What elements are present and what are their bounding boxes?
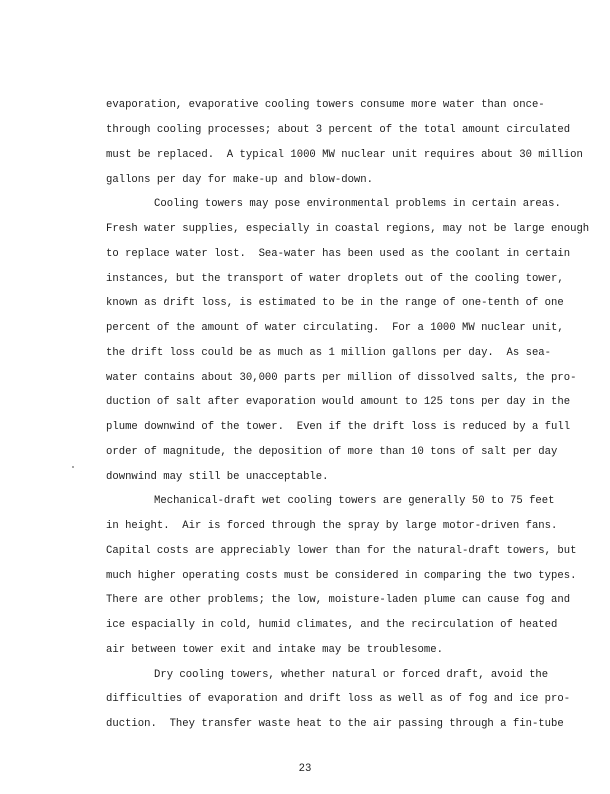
text-line: gallons per day for make-up and blow-down. [106, 174, 374, 186]
text-line: water contains about 30,000 parts per million of dissolved salts, the pro- [106, 372, 577, 384]
text-line: must be replaced. A typical 1000 MW nuclear unit requires about 30 million [106, 149, 583, 161]
text-line: in height. Air is forced through the spray by large motor-driven fans. [106, 520, 558, 532]
text-line: to replace water lost. Sea-water has been used as the coolant in certain [106, 248, 571, 260]
text-line: order of magnitude, the deposition of more than 10 tons of salt per day [106, 446, 558, 458]
text-line: There are other problems; the low, moisture-laden plume can cause fog and [106, 594, 571, 606]
text-line: much higher operating costs must be considered in comparing the two types. [106, 570, 577, 582]
text-line: the drift loss could be as much as 1 million gallons per day. As sea- [106, 347, 552, 359]
text-line: Fresh water supplies, especially in coastal regions, may not be large enough [106, 223, 590, 235]
text-line: percent of the amount of water circulating. For a 1000 MW nuclear unit, [106, 322, 564, 334]
text-line: duction of salt after evaporation would amount to 125 tons per day in the [106, 396, 571, 408]
text-line: plume downwind of the tower. Even if the drift loss is reduced by a full [106, 421, 571, 433]
text-line: duction. They transfer waste heat to the air passing through a fin-tube [106, 718, 564, 730]
text-line: known as drift loss, is estimated to be in the range of one-tenth of one [106, 297, 564, 309]
text-line: downwind may still be unacceptable. [106, 471, 329, 483]
text-line: Dry cooling towers, whether natural or forced draft, avoid the [154, 669, 549, 681]
text-line: through cooling processes; about 3 percent of the total amount circulated [106, 124, 571, 136]
text-line: Mechanical-draft wet cooling towers are generally 50 to 75 feet [154, 495, 555, 507]
text-line: evaporation, evaporative cooling towers consume more water than once- [106, 99, 545, 111]
text-line: air between tower exit and intake may be troublesome. [106, 644, 443, 656]
scan-speck [72, 466, 74, 468]
text-line: Cooling towers may pose environmental problems in certain areas. [154, 198, 561, 210]
text-line: difficulties of evaporation and drift loss as well as of fog and ice pro- [106, 693, 571, 705]
text-line: ice espacially in cold, humid climates, and the recirculation of heated [106, 619, 558, 631]
text-line: instances, but the transport of water droplets out of the cooling tower, [106, 273, 564, 285]
page-number: 23 [298, 763, 312, 775]
text-line: Capital costs are appreciably lower than for the natural-draft towers, but [106, 545, 577, 557]
